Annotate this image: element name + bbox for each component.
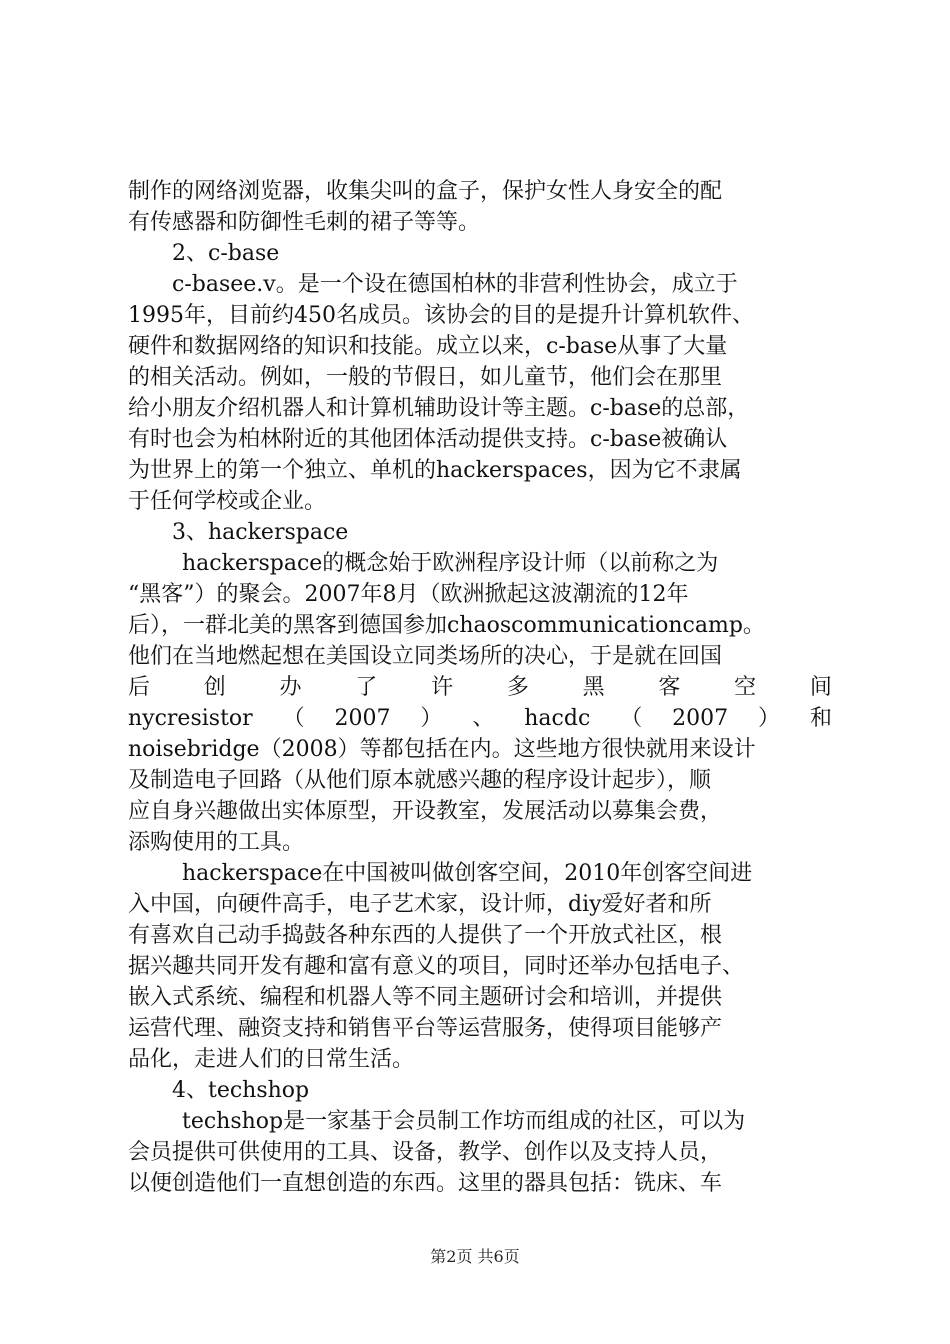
section-heading-c-base: 2、c-base <box>172 241 280 266</box>
spread-word: 和 <box>809 706 832 731</box>
paragraph-line: 硬件和数据网络的知识和技能。成立以来，c-base从事了大量 <box>128 334 728 359</box>
spread-word: nycresistor <box>128 706 253 731</box>
paragraph-line: 添购使用的工具。 <box>128 830 305 855</box>
spread-word: 客 <box>658 675 681 700</box>
paragraph-line: 有传感器和防御性毛刺的裙子等等。 <box>128 210 481 235</box>
paragraph-line: 应自身兴趣做出实体原型，开设教室，发展活动以募集会费， <box>128 799 723 824</box>
spread-word: 黑 <box>582 675 605 700</box>
spread-word: 空 <box>734 675 757 700</box>
paragraph-line: techshop是一家基于会员制工作坊而组成的社区，可以为 <box>182 1109 746 1134</box>
spread-word: 间 <box>809 675 832 700</box>
spread-word: 办 <box>279 675 302 700</box>
paragraph-line: 为世界上的第一个独立、单机的hackerspaces，因为它不隶属 <box>128 458 742 483</box>
spread-word: 后 <box>128 675 151 700</box>
spread-word: （ <box>282 706 305 731</box>
paragraph-line: 据兴趣共同开发有趣和富有意义的项目，同时还举办包括电子、 <box>128 954 745 979</box>
section-heading-techshop: 4、techshop <box>172 1078 310 1103</box>
paragraph-line: noisebridge（2008）等都包括在内。这些地方很快就用来设计 <box>128 737 756 762</box>
paragraph-line: 的相关活动。例如，一般的节假日，如儿童节，他们会在那里 <box>128 365 723 390</box>
paragraph-line: 运营代理、融资支持和销售平台等运营服务，使得项目能够产 <box>128 1016 723 1041</box>
spread-word: 2007 <box>672 706 729 731</box>
spread-word: ） <box>758 706 781 731</box>
paragraph-line: 于任何学校或企业。 <box>128 489 327 514</box>
paragraph-line: 后），一群北美的黑客到德国参加chaoscommunicationcamp。 <box>128 613 765 638</box>
paragraph-line: 给小朋友介绍机器人和计算机辅助设计等主题。c-base的总部， <box>128 396 750 421</box>
paragraph-line: 有时也会为柏林附近的其他团体活动提供支持。c-base被确认 <box>128 427 728 452</box>
paragraph-line: 制作的网络浏览器，收集尖叫的盒子，保护女性人身安全的配 <box>128 179 723 204</box>
spread-line <box>128 672 832 703</box>
section-heading-hackerspace: 3、hackerspace <box>172 520 349 545</box>
paragraph-line: 有喜欢自己动手捣鼓各种东西的人提供了一个开放式社区，根 <box>128 923 723 948</box>
spread-line <box>128 703 832 734</box>
paragraph-line: 嵌入式系统、编程和机器人等不同主题研讨会和培训，并提供 <box>128 985 723 1010</box>
spread-word: 许 <box>431 675 454 700</box>
spread-word: ） <box>420 706 443 731</box>
spread-word: 、 <box>472 706 495 731</box>
paragraph-line: 以便创造他们一直想创造的东西。这里的器具包括：铣床、车 <box>128 1171 723 1196</box>
paragraph-line: 他们在当地燃起想在美国设立同类场所的决心，于是就在回国 <box>128 644 723 669</box>
paragraph-line: “黑客”）的聚会。2007年8月（欧洲掀起这波潮流的12年 <box>128 582 689 607</box>
spread-word: hacdc <box>524 706 591 731</box>
spread-word: 多 <box>506 675 529 700</box>
spread-word: 创 <box>203 675 226 700</box>
paragraph-line: 会员提供可供使用的工具、设备，教学、创作以及支持人员， <box>128 1140 723 1165</box>
spread-word: 2007 <box>334 706 391 731</box>
paragraph-line: hackerspace的概念始于欧洲程序设计师（以前称之为 <box>182 551 719 576</box>
document-body <box>128 176 832 1199</box>
paragraph-line: 1995年，目前约450名成员。该协会的目的是提升计算机软件、 <box>128 303 754 328</box>
paragraph-line: 及制造电子回路（从他们原本就感兴趣的程序设计起步），顺 <box>128 768 712 793</box>
paragraph-line: 入中国，向硬件高手，电子艺术家，设计师，diy爱好者和所 <box>128 892 712 917</box>
paragraph-line: 品化，走进人们的日常生活。 <box>128 1047 415 1072</box>
page-footer: 第2页 共6页 <box>430 1247 520 1266</box>
paragraph-line: hackerspace在中国被叫做创客空间，2010年创客空间进 <box>182 861 753 886</box>
spread-word: （ <box>620 706 643 731</box>
paragraph-line: c-basee.v。是一个设在德国柏林的非营利性协会，成立于 <box>172 272 738 297</box>
spread-word: 了 <box>355 675 378 700</box>
